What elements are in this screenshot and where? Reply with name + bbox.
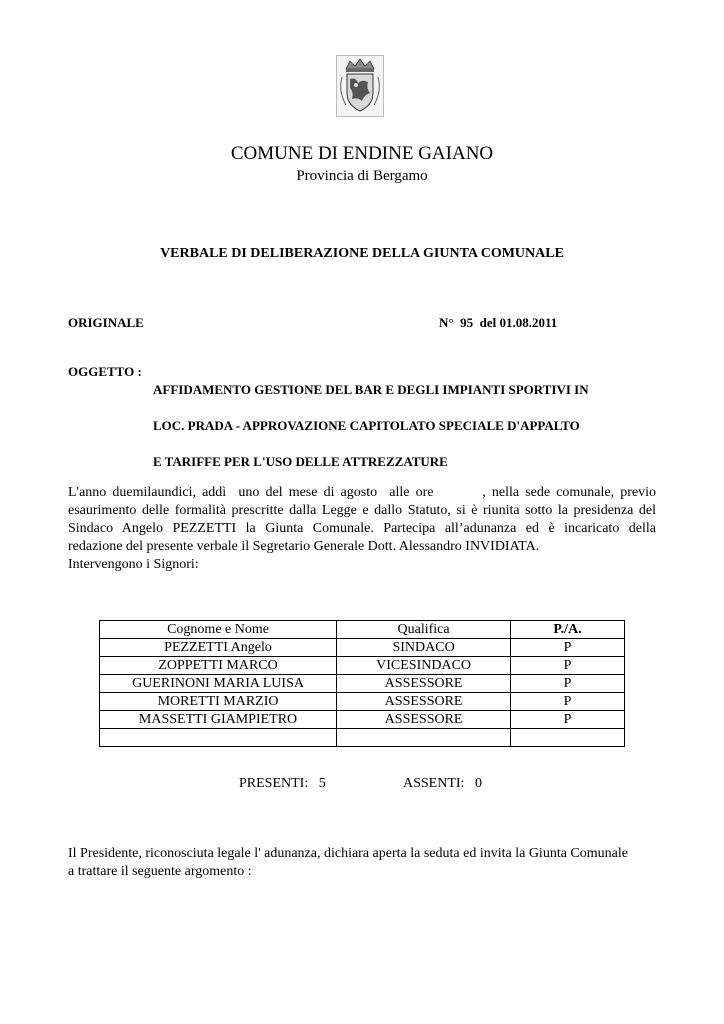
- table-header-row: [100, 621, 625, 639]
- table-row-empty: [100, 729, 625, 747]
- member-name: GUERINONI MARIA LUISA: [100, 675, 337, 693]
- closing-line: Il Presidente, riconosciuta legale l' adunanza, dichiara aperta la seduta ed invita la Giunta Comunale: [68, 846, 628, 861]
- oggetto-line: LOC. PRADA - APPROVAZIONE CAPITOLATO SPECIALE D'APPALTO: [153, 418, 580, 433]
- table-row: [100, 711, 625, 729]
- member-presence: P: [511, 657, 625, 675]
- header-cognome-nome: Cognome e Nome: [100, 621, 337, 639]
- member-name: ZOPPETTI MARCO: [100, 657, 337, 675]
- oggetto-line: E TARIFFE PER L'USO DELLE ATTREZZATURE: [153, 454, 448, 469]
- member-name: PEZZETTI Angelo: [100, 639, 337, 657]
- municipality-title: COMUNE DI ENDINE GAIANO: [230, 143, 494, 164]
- table-row: [100, 657, 625, 675]
- header-presenza: P./A.: [511, 621, 625, 639]
- deliberation-number: N° 95 del 01.08.2011: [439, 315, 558, 330]
- closing-paragraph: [68, 845, 656, 881]
- member-presence: P: [511, 639, 625, 657]
- oggetto-label: OGGETTO :: [68, 364, 142, 379]
- table-row: [100, 639, 625, 657]
- member-presence: [511, 729, 625, 747]
- province-subtitle: Provincia di Bergamo: [296, 168, 428, 184]
- presenti-count: PRESENTI: 5: [239, 776, 326, 791]
- table-row: [100, 693, 625, 711]
- intro-line: Intervengono i Signori:: [68, 557, 199, 572]
- member-role: ASSESSORE: [337, 693, 511, 711]
- member-role: VICESINDACO: [337, 657, 511, 675]
- document-heading: VERBALE DI DELIBERAZIONE DELLA GIUNTA COMUNALE: [160, 246, 564, 261]
- assenti-count: ASSENTI: 0: [403, 776, 482, 791]
- attendance-table: [99, 620, 625, 747]
- member-name: MORETTI MARZIO: [100, 693, 337, 711]
- table-row: [100, 675, 625, 693]
- member-role: [337, 729, 511, 747]
- member-name: [100, 729, 337, 747]
- member-role: SINDACO: [337, 639, 511, 657]
- originale-label: ORIGINALE: [68, 315, 144, 330]
- member-role: ASSESSORE: [337, 711, 511, 729]
- member-presence: P: [511, 711, 625, 729]
- intro-line: L'anno duemilaundici, addì uno del mese di agosto alle ore , nella sede comunale, previo: [68, 485, 656, 500]
- coat-of-arms-seal: [336, 55, 384, 117]
- member-presence: P: [511, 675, 625, 693]
- intro-line: redazione del presente verbale il Segretario Generale Dott. Alessandro INVIDIATA.: [68, 539, 540, 554]
- member-presence: P: [511, 693, 625, 711]
- header-qualifica: Qualifica: [337, 621, 511, 639]
- intro-line: esaurimento delle formalità prescritte dalla Legge e dallo Statuto, si è riunita sotto la presidenza del: [68, 503, 656, 518]
- member-name: MASSETTI GIAMPIETRO: [100, 711, 337, 729]
- member-role: ASSESSORE: [337, 675, 511, 693]
- oggetto-text: [153, 363, 673, 489]
- oggetto-line: AFFIDAMENTO GESTIONE DEL BAR E DEGLI IMPIANTI SPORTIVI IN: [153, 382, 589, 397]
- closing-line: a trattare il seguente argomento :: [68, 864, 252, 879]
- intro-line: Sindaco Angelo PEZZETTI la Giunta Comunale. Partecipa all’adunanza ed è incaricato della: [68, 521, 656, 536]
- intro-paragraph: [68, 484, 656, 574]
